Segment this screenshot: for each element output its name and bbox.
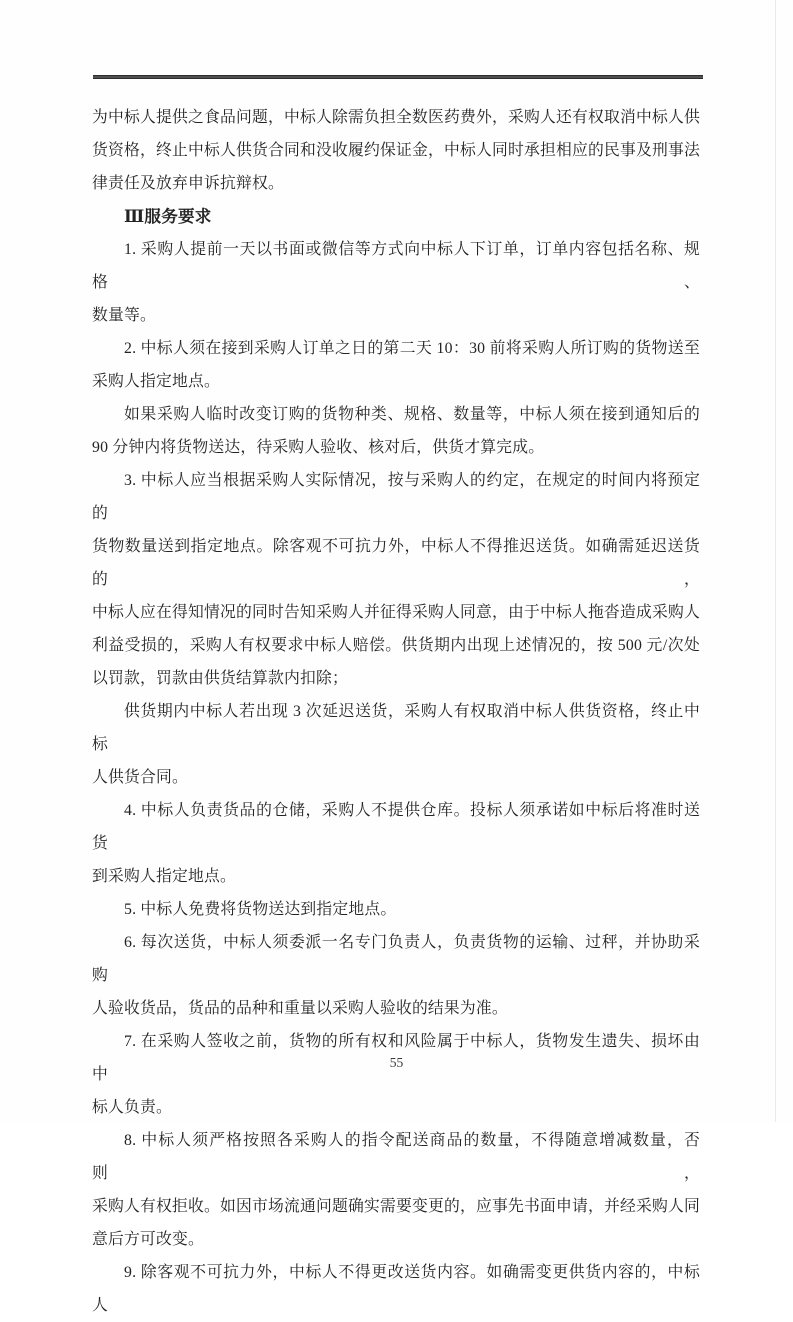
text-line: 3. 中标人应当根据采购人实际情况，按与采购人的约定，在规定的时间内将预定的	[92, 472, 700, 522]
text-line: 7. 在采购人签收之前，货物的所有权和风险属于中标人，货物发生遗失、损坏由中	[92, 1033, 700, 1083]
text-line: 人验收货品，货品的品种和重量以采购人验收的结果为准。	[92, 1000, 508, 1017]
text-line: 货物数量送到指定地点。除客观不可抗力外，中标人不得推迟送货。如确需延迟送货的，	[92, 538, 700, 588]
text-line: 供货期内中标人若出现 3 次延迟送货，采购人有权取消中标人供货资格，终止中标	[92, 703, 700, 753]
document-body	[92, 101, 700, 1322]
text-line: 如果采购人临时改变订购的货物种类、规格、数量等，中标人须在接到通知后的	[124, 406, 700, 423]
text-line: 数量等。	[92, 307, 156, 324]
text-line: 到采购人指定地点。	[92, 868, 236, 885]
text-line: 2. 中标人须在接到采购人订单之日的第二天 10：30 前将采购人所订购的货物送至	[124, 340, 700, 357]
text-line: 利益受损的，采购人有权要求中标人赔偿。供货期内出现上述情况的，按 500 元/次处	[92, 637, 700, 654]
page-number: 55	[389, 1055, 404, 1070]
section-heading: Ⅲ服务要求	[124, 207, 212, 226]
text-line: 6. 每次送货，中标人须委派一名专门负责人，负责货物的运输、过秤，并协助采购	[92, 934, 700, 984]
text-line: 4. 中标人负责货品的仓储，采购人不提供仓库。投标人须承诺如中标后将准时送货	[92, 802, 700, 852]
text-line: 5. 中标人免费将货物送达到指定地点。	[124, 901, 397, 918]
text-line: 为中标人提供之食品问题，中标人除需负担全数医药费外，采购人还有权取消中标人供	[92, 109, 700, 126]
text-line: 9. 除客观不可抗力外，中标人不得更改送货内容。如确需变更供货内容的，中标人	[92, 1264, 700, 1314]
text-line: 8. 中标人须严格按照各采购人的指令配送商品的数量，不得随意增减数量，否则，	[92, 1132, 700, 1182]
scan-edge-artifact	[775, 0, 776, 1122]
text-line: 货资格，终止中标人供货合同和没收履约保证金，中标人同时承担相应的民事及刑事法	[92, 142, 700, 159]
text-line: 以罚款，罚款由供货结算款内扣除；	[92, 670, 348, 687]
text-line: 采购人指定地点。	[92, 373, 220, 390]
text-line: 90 分钟内将货物送达，待采购人验收、核对后，供货才算完成。	[92, 439, 545, 456]
text-line: 中标人应在得知情况的同时告知采购人并征得采购人同意，由于中标人拖沓造成采购人	[92, 604, 700, 621]
text-line: 意后方可改变。	[92, 1231, 204, 1248]
text-line: 律责任及放弃申诉抗辩权。	[92, 175, 284, 192]
text-line: 人供货合同。	[92, 769, 188, 786]
header-rule	[93, 75, 703, 79]
text-line: 1. 采购人提前一天以书面或微信等方式向中标人下订单，订单内容包括名称、规格、	[92, 241, 700, 291]
text-line: 标人负责。	[92, 1099, 172, 1116]
text-line: 采购人有权拒收。如因市场流通问题确实需要变更的，应事先书面申请，并经采购人同	[92, 1198, 700, 1215]
